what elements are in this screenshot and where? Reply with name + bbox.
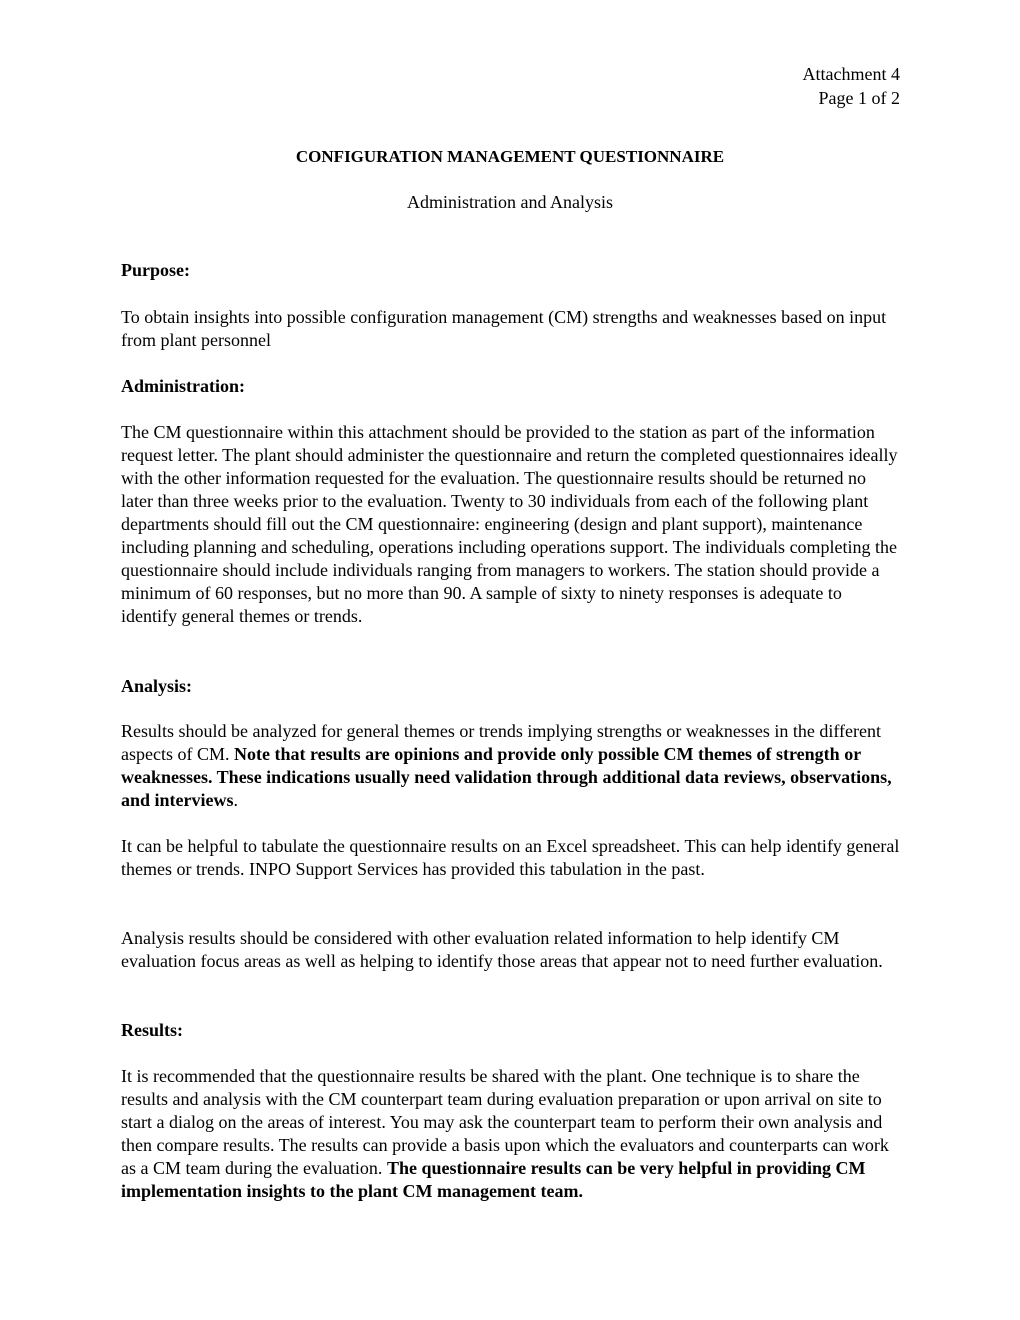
results-heading: Results: <box>121 1020 183 1040</box>
attachment-label: Attachment 4 <box>802 64 900 84</box>
analysis-paragraph-2: It can be helpful to tabulate the questionnaire results on an Excel spreadsheet. This can help identify general themes or trends. INPO Support Services has provided this tabulation in the past. <box>121 836 900 879</box>
document-subtitle: Administration and Analysis <box>407 192 613 212</box>
page-number: Page 1 of 2 <box>818 88 900 108</box>
analysis-p1-emphasis: Note that results are opinions and provide only possible CM themes of strength or weaknesses. These indications usually need validation through additional data reviews, observations, and interviews <box>121 744 892 810</box>
document-title: CONFIGURATION MANAGEMENT QUESTIONNAIRE <box>295 147 725 166</box>
analysis-p1-end: . <box>233 790 238 810</box>
analysis-paragraph-1 <box>121 720 901 812</box>
results-paragraph <box>121 1065 901 1203</box>
page-header <box>803 62 900 110</box>
results-emphasis: The questionnaire results can be very helpful in providing CM implementation insights to the plant CM management team. <box>121 1158 866 1201</box>
administration-text: The CM questionnaire within this attachment should be provided to the station as part of the information request letter. The plant should administer the questionnaire and return the completed questionnaires ideally with the other information requested for the evaluation. The questionnaire results should be returned no later than three weeks prior to the evaluation. Twenty to 30 individuals from each of the following plant departments should fill out the CM questionnaire: engineering (design and plant support), maintenance including planning and scheduling, operations including operations support. The individuals completing the questionnaire should include individuals ranging from managers to workers. The station should provide a minimum of 60 responses, but no more than 90. A sample of sixty to ninety responses is adequate to identify general themes or trends. <box>121 422 898 626</box>
analysis-heading: Analysis: <box>121 676 193 696</box>
results-plain: It is recommended that the questionnaire results be shared with the plant. One technique is to share the results and analysis with the CM counterpart team during evaluation preparation or upon arrival on site to start a dialog on the areas of interest. You may ask the counterpart team to perform their own analysis and then compare results. The results can provide a basis upon which the evaluators and counterparts can work as a CM team during the evaluation. <box>121 1066 889 1178</box>
purpose-text: To obtain insights into possible configuration management (CM) strengths and weaknesses based on input from plant personnel <box>121 307 887 350</box>
purpose-heading: Purpose: <box>121 260 190 280</box>
administration-heading: Administration: <box>121 376 246 396</box>
analysis-p1-plain: Results should be analyzed for general themes or trends implying strengths or weaknesses in the different aspects of CM. <box>121 721 881 764</box>
analysis-paragraph-3: Analysis results should be considered with other evaluation related information to help identify CM evaluation focus areas as well as helping to identify those areas that appear not to need further evaluation. <box>121 928 883 971</box>
